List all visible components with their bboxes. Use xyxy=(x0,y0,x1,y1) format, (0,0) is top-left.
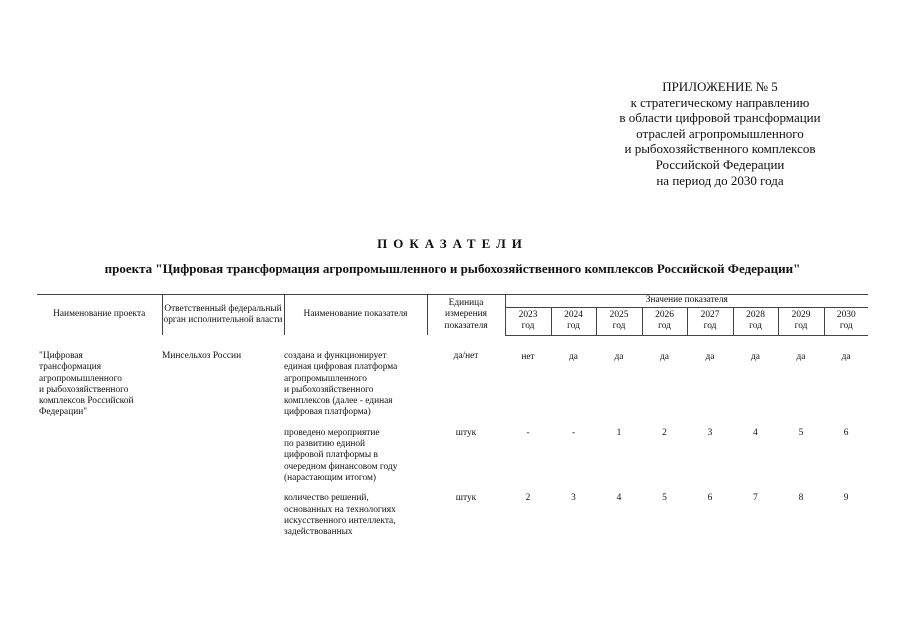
value-cell: 2 xyxy=(662,427,667,438)
indicator-line: (нарастающим итогом) xyxy=(284,472,377,483)
year-label: 2028 xyxy=(746,310,765,321)
value-cell: 4 xyxy=(753,427,758,438)
project-name-line: "Цифровая xyxy=(39,351,83,361)
appendix-line: в области цифровой трансформации xyxy=(619,110,821,126)
indicators-table xyxy=(37,294,868,538)
indicator-line: искусственного интеллекта, xyxy=(284,515,396,526)
document-subtitle: проекта "Цифровая трансформация агропромышленного и рыбохозяйственного комплексов Российской Федерации" xyxy=(104,261,801,276)
value-cell: да xyxy=(841,351,851,362)
unit-cell: штук xyxy=(455,493,477,504)
header-indicator: Наименование показателя xyxy=(284,295,427,336)
indicator-line: проведено мероприятие xyxy=(284,427,380,438)
indicator-name xyxy=(284,484,427,538)
value-cell: - xyxy=(571,427,576,438)
project-name-line: трансформация xyxy=(39,362,102,373)
value-cell: да xyxy=(751,351,760,362)
project-name-line: Федерации" xyxy=(39,407,88,418)
appendix-line: Российской Федерации xyxy=(655,156,785,172)
indicator-line: основанных на технологиях xyxy=(284,504,396,515)
value-cell: 9 xyxy=(843,493,849,504)
year-suffix: год xyxy=(658,321,671,332)
unit-cell: да/нет xyxy=(453,351,479,361)
value-cell: 3 xyxy=(571,493,576,504)
appendix-line: на период до 2030 года xyxy=(656,172,784,188)
indicator-line: цифровой платформы в xyxy=(284,450,378,461)
value-cell: 5 xyxy=(798,427,804,438)
value-cell: да xyxy=(614,351,624,362)
year-label: 2023 xyxy=(518,310,538,321)
indicator-line: комплексов (далее - единая xyxy=(284,396,393,407)
header-year xyxy=(642,308,687,335)
year-suffix: год xyxy=(521,321,535,332)
indicator-line: количество решений, xyxy=(284,493,369,504)
year-suffix: год xyxy=(567,321,580,332)
year-label: 2024 xyxy=(564,310,583,321)
appendix-block xyxy=(590,79,850,188)
value-cell: да xyxy=(705,351,715,362)
header-agency: Ответственный федеральный орган исполнительной власти xyxy=(162,295,284,336)
year-label: 2027 xyxy=(700,310,720,321)
value-cell: 8 xyxy=(798,493,804,504)
header-year xyxy=(551,308,596,335)
indicator-line: цифровая платформа) xyxy=(284,407,371,418)
header-unit: Единица измерения показателя xyxy=(427,295,505,336)
header-year xyxy=(824,308,868,335)
year-suffix: год xyxy=(839,321,853,332)
value-cell: 2 xyxy=(525,493,531,504)
indicator-line: и рыбохозяйственного xyxy=(284,384,374,395)
value-cell: 3 xyxy=(707,427,713,438)
appendix-line: отраслей агропромышленного xyxy=(636,125,804,141)
project-name-line: комплексов Российской xyxy=(39,396,134,407)
year-label: 2030 xyxy=(836,310,856,321)
unit-cell: штук xyxy=(455,427,477,438)
year-suffix: год xyxy=(612,321,626,332)
indicator-line: создана и функционирует xyxy=(284,351,387,361)
appendix-line: к стратегическому направлению xyxy=(630,94,810,110)
project-name-line: агропромышленного xyxy=(39,373,122,384)
value-cell: - xyxy=(526,427,530,438)
year-suffix: год xyxy=(749,321,762,332)
table-row xyxy=(37,335,868,419)
value-cell: да xyxy=(796,351,806,362)
indicator-line: задействованных xyxy=(284,527,353,538)
year-label: 2026 xyxy=(655,310,674,321)
indicator-name xyxy=(284,419,427,484)
indicator-line: по развитию единой xyxy=(284,439,366,450)
value-cell: да xyxy=(660,351,669,362)
appendix-line: и рыбохозяйственного комплексов xyxy=(624,141,816,157)
value-cell: 4 xyxy=(616,493,622,504)
header-year xyxy=(778,308,824,335)
document-title: ПОКАЗАТЕЛИ xyxy=(377,236,528,251)
value-cell: 6 xyxy=(843,427,849,438)
header-year xyxy=(687,308,733,335)
year-label: 2025 xyxy=(609,310,629,321)
header-year xyxy=(596,308,642,335)
appendix-line: ПРИЛОЖЕНИЕ № 5 xyxy=(662,79,778,94)
value-cell: нет xyxy=(521,351,535,362)
value-cell: 6 xyxy=(707,493,713,504)
year-suffix: год xyxy=(794,321,808,332)
header-year xyxy=(733,308,778,335)
indicator-line: единая цифровая платформа xyxy=(284,362,398,373)
project-name xyxy=(37,335,162,538)
value-cell: 7 xyxy=(753,493,758,504)
indicator-name xyxy=(284,335,427,419)
year-suffix: год xyxy=(703,321,717,332)
year-label: 2029 xyxy=(791,310,811,321)
header-project: Наименование проекта xyxy=(37,295,162,336)
value-cell: 1 xyxy=(616,427,622,438)
value-cell: да xyxy=(569,351,578,362)
header-year xyxy=(505,308,551,335)
indicator-line: очередном финансовом году xyxy=(284,461,398,472)
header-value-group: Значение показателя xyxy=(505,295,868,308)
responsible-agency: Минсельхоз России xyxy=(162,351,242,361)
project-name-line: и рыбохозяйственного xyxy=(39,384,129,395)
value-cell: 5 xyxy=(662,493,667,504)
indicator-line: агропромышленного xyxy=(284,373,367,384)
